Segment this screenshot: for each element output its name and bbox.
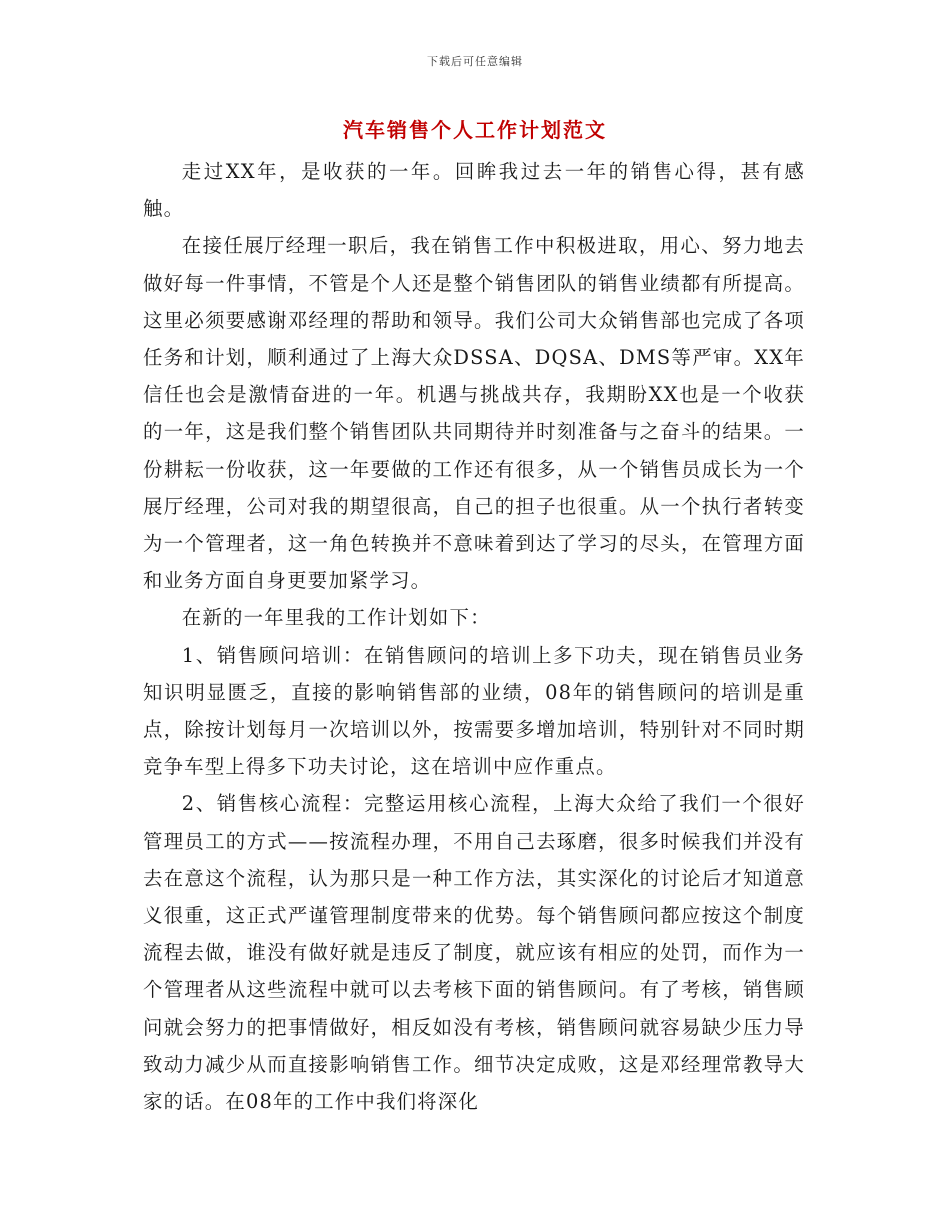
header-note: 下载后可任意编辑 bbox=[427, 55, 523, 68]
paragraph-plan-item-1: 1、销售顾问培训：在销售顾问的培训上多下功夫，现在销售员业务知识明显匮乏，直接的影响销售部的业绩，08年的销售顾问的培训是重点，除按计划每月一次培训以外，按需要多增加培训，特别针对不同时期竞争车型上得多下功夫讨论，这在培训中应作重点。 bbox=[143, 643, 805, 779]
paragraph-review: 在接任展厅经理一职后，我在销售工作中积极进取，用心、努力地去做好每一件事情，不管是个人还是整个销售团队的销售业绩都有所提高。这里必须要感谢邓经理的帮助和领导。我们公司大众销售部也完成了各项任务和计划，顺利通过了上海大众DSSA、DQSA、DMS等严审。XX年信任也会是激情奋进的一年。机遇与挑战共存，我期盼XX也是一个收获的一年，这是我们整个销售团队共同期待并时刻准备与之奋斗的结果。一份耕耘一份收获，这一年要做的工作还有很多，从一个销售员成长为一个展厅经理，公司对我的期望很高，自己的担子也很重。从一个执行者转变为一个管理者，这一角色转换并不意味着到达了学习的尽头，在管理方面和业务方面自身更要加紧学习。 bbox=[143, 234, 805, 593]
paragraph-plan-item-2: 2、销售核心流程：完整运用核心流程，上海大众给了我们一个很好管理员工的方式——按流程办理，不用自己去琢磨，很多时候我们并没有去在意这个流程，认为那只是一种工作方法，其实深化的讨论后才知道意义很重，这正式严谨管理制度带来的优势。每个销售顾问都应按这个制度流程去做，谁没有做好就是违反了制度，就应该有相应的处罚，而作为一个管理者从这些流程中就可以去考核下面的销售顾问。有了考核，销售顾问就会努力的把事情做好，相反如没有考核，销售顾问就容易缺少压力导致动力减少从而直接影响销售工作。细节决定成败，这是邓经理常教导大家的话。在08年的工作中我们将深化 bbox=[143, 792, 805, 1114]
paragraph-plan-heading: 在新的一年里我的工作计划如下： bbox=[181, 606, 491, 630]
paragraph-intro: 走过XX年，是收获的一年。回眸我过去一年的销售心得，甚有感触。 bbox=[143, 160, 805, 221]
document-title: 汽车销售个人工作计划范文 bbox=[343, 118, 607, 142]
document-body bbox=[143, 153, 805, 1120]
